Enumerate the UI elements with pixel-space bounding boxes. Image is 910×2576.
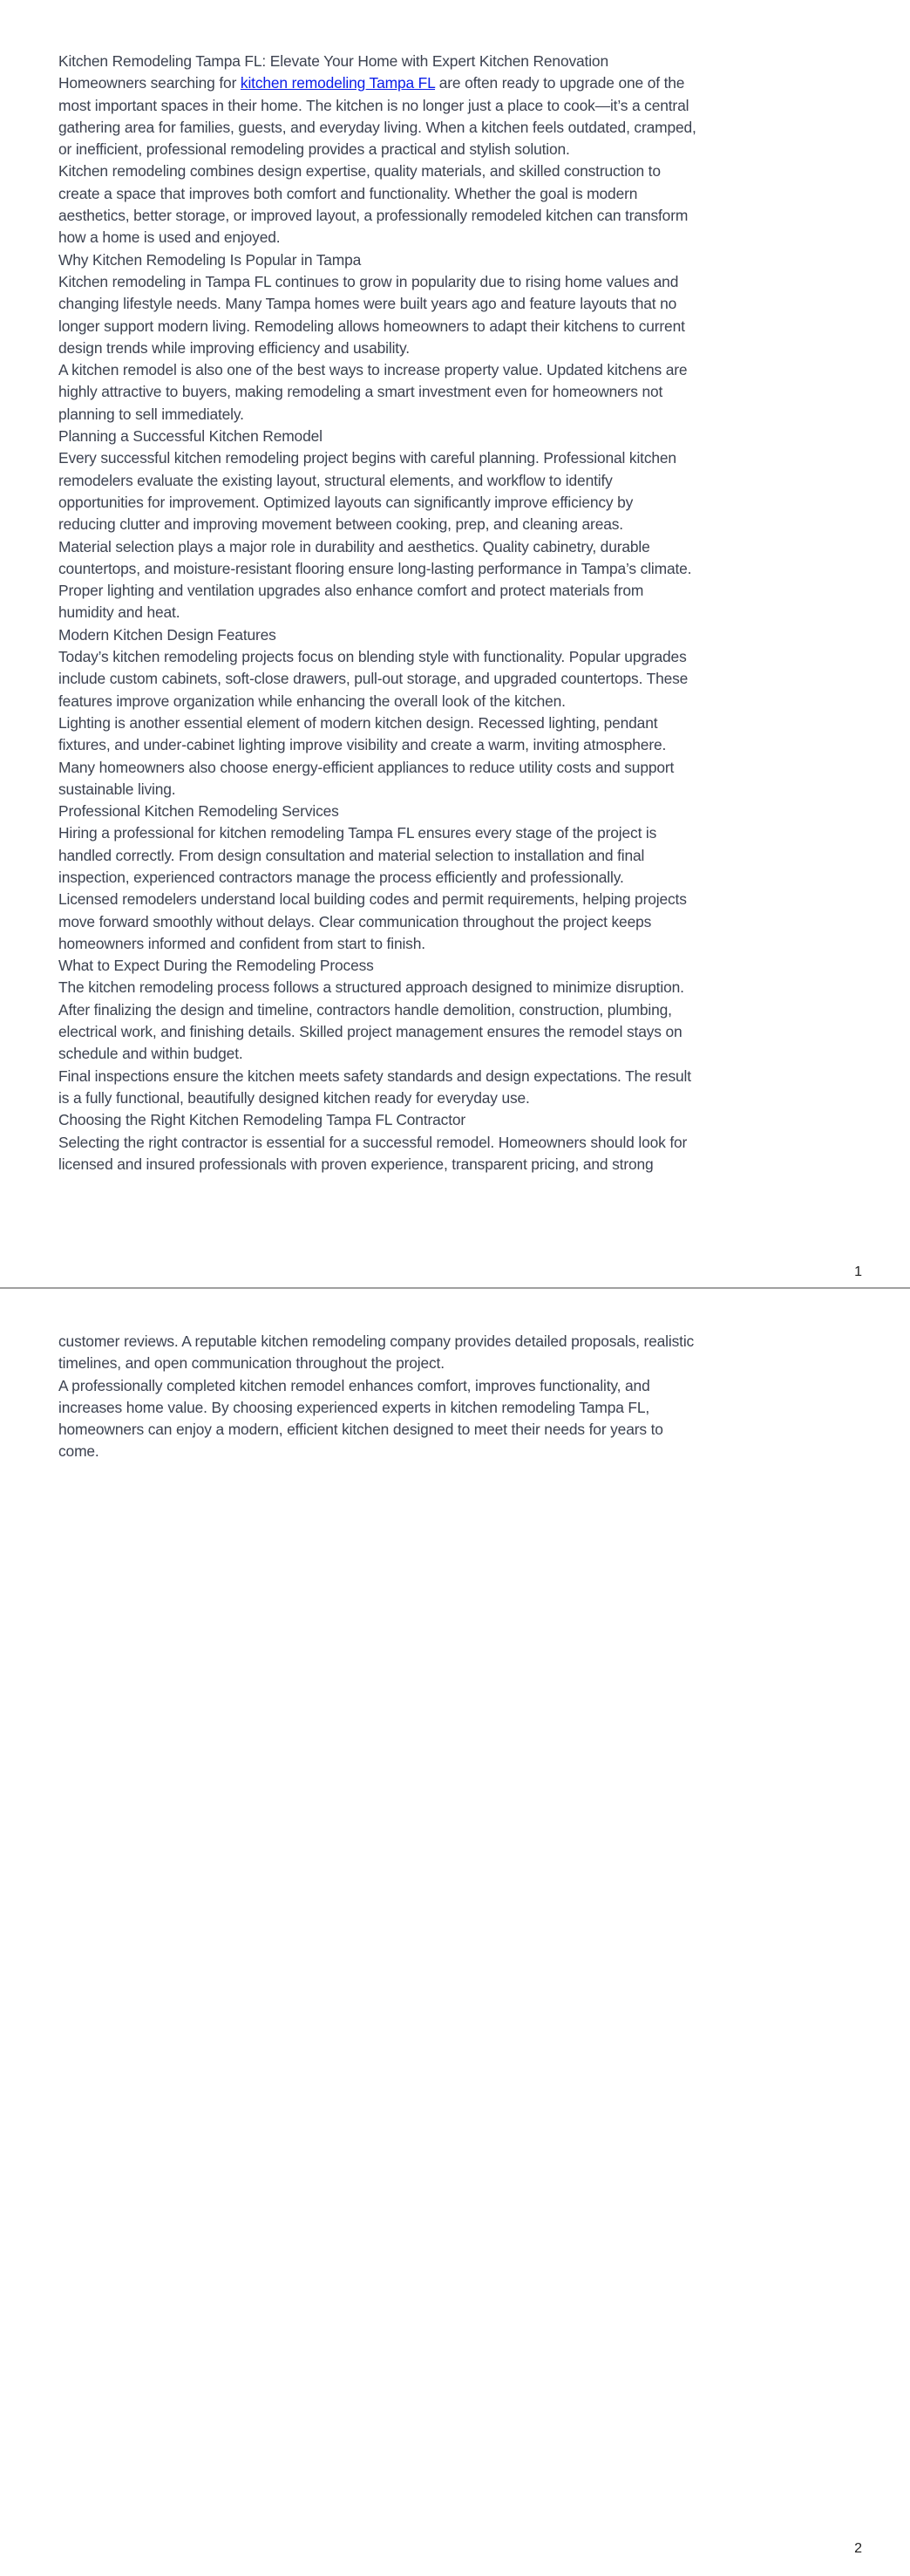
paragraph bbox=[58, 359, 696, 426]
paragraph bbox=[58, 271, 696, 359]
text-line: Every successful kitchen remodeling project begins with careful planning. Professional kitchen bbox=[58, 449, 676, 467]
section-heading bbox=[58, 801, 696, 822]
text-line: Selecting the right contractor is essential for a successful remodel. Homeowners should look for bbox=[58, 1133, 688, 1151]
text-line: highly attractive to buyers, making remodeling a smart investment even for homeowners not bbox=[58, 383, 663, 401]
paragraph bbox=[58, 1132, 696, 1176]
text-segment: Homeowners searching for bbox=[58, 74, 241, 92]
text-line: design trends while improving efficiency and usability. bbox=[58, 338, 410, 357]
section-heading bbox=[58, 624, 696, 646]
page-number: 1 bbox=[854, 1264, 862, 1279]
paragraph bbox=[58, 1331, 694, 1375]
paragraph bbox=[58, 1375, 694, 1463]
page-content bbox=[58, 1331, 694, 1463]
text-line: increases home value. By choosing experienced experts in kitchen remodeling Tampa FL, bbox=[58, 1398, 650, 1416]
text-line: licensed and insured professionals with proven experience, transparent pricing, and strong bbox=[58, 1155, 654, 1173]
section-heading bbox=[58, 426, 696, 447]
text-line: come. bbox=[58, 1442, 99, 1461]
page-content bbox=[58, 51, 696, 1176]
text-line: Modern Kitchen Design Features bbox=[58, 625, 276, 644]
text-line: sustainable living. bbox=[58, 780, 176, 798]
text-segment: are often ready to upgrade one of the bbox=[435, 74, 685, 92]
paragraph bbox=[58, 822, 696, 889]
text-line: or inefficient, professional remodeling provides a practical and stylish solution. bbox=[58, 140, 570, 159]
paragraph bbox=[58, 447, 696, 535]
text-line: inspection, experienced contractors manage the process efficiently and professionally. bbox=[58, 868, 624, 886]
section-heading bbox=[58, 955, 696, 977]
text-line: Licensed remodelers understand local building codes and permit requirements, helping projects bbox=[58, 890, 687, 909]
text-line: customer reviews. A reputable kitchen remodeling company provides detailed proposals, realistic bbox=[58, 1332, 695, 1350]
text-line: electrical work, and finishing details. Skilled project management ensures the remodel stays on bbox=[58, 1023, 682, 1041]
text-line: schedule and within budget. bbox=[58, 1045, 243, 1063]
paragraph bbox=[58, 712, 696, 801]
paragraph bbox=[58, 1066, 696, 1110]
text-line: features improve organization while enhancing the overall look of the kitchen. bbox=[58, 692, 566, 710]
text-line: The kitchen remodeling process follows a structured approach designed to minimize disruption. bbox=[58, 978, 684, 997]
text-line: planning to sell immediately. bbox=[58, 405, 244, 423]
paragraph bbox=[58, 977, 696, 1065]
text-line bbox=[58, 72, 696, 94]
paragraph bbox=[58, 72, 696, 160]
text-line: most important spaces in their home. The kitchen is no longer just a place to cook—it’s a central bbox=[58, 96, 689, 114]
paragraph bbox=[58, 889, 696, 955]
text-line: Final inspections ensure the kitchen meets safety standards and design expectations. The result bbox=[58, 1067, 691, 1085]
text-line: include custom cabinets, soft-close drawers, pull-out storage, and upgraded countertops. These bbox=[58, 670, 689, 688]
text-line: Professional Kitchen Remodeling Services bbox=[58, 802, 339, 821]
text-line: opportunities for improvement. Optimized layouts can significantly improve efficiency by bbox=[58, 493, 634, 511]
text-line: move forward smoothly without delays. Clear communication throughout the project keeps bbox=[58, 912, 652, 930]
text-line: aesthetics, better storage, or improved layout, a professionally remodeled kitchen can transform bbox=[58, 207, 689, 225]
text-line: homeowners informed and confident from start to finish. bbox=[58, 934, 425, 952]
text-line: handled correctly. From design consultation and material selection to installation and final bbox=[58, 846, 645, 864]
text-line: timelines, and open communication throughout the project. bbox=[58, 1354, 445, 1373]
text-line: humidity and heat. bbox=[58, 603, 180, 622]
paragraph bbox=[58, 536, 696, 624]
text-line: Hiring a professional for kitchen remodeling Tampa FL ensures every stage of the project is bbox=[58, 824, 657, 842]
text-line: fixtures, and under-cabinet lighting improve visibility and create a warm, inviting atmosphere. bbox=[58, 736, 667, 754]
text-line: Lighting is another essential element of modern kitchen design. Recessed lighting, pendant bbox=[58, 713, 658, 732]
page-number: 2 bbox=[854, 2541, 862, 2556]
text-line: Kitchen Remodeling Tampa FL: Elevate Your Home with Expert Kitchen Renovation bbox=[58, 52, 608, 70]
text-line: create a space that improves both comfort and functionality. Whether the goal is modern bbox=[58, 184, 638, 202]
text-line: A kitchen remodel is also one of the best ways to increase property value. Updated kitchens are bbox=[58, 361, 688, 379]
page-divider bbox=[0, 1287, 910, 1289]
text-line: Material selection plays a major role in durability and aesthetics. Quality cabinetry, durable bbox=[58, 537, 650, 555]
text-line: how a home is used and enjoyed. bbox=[58, 228, 281, 247]
document-page-2 bbox=[0, 1290, 910, 2576]
text-line: remodelers evaluate the existing layout, structural elements, and workflow to identify bbox=[58, 471, 613, 489]
text-line: Why Kitchen Remodeling Is Popular in Tampa bbox=[58, 250, 362, 269]
text-line: longer support modern living. Remodeling allows homeowners to adapt their kitchens to current bbox=[58, 317, 685, 335]
text-line: Many homeowners also choose energy-efficient appliances to reduce utility costs and support bbox=[58, 758, 675, 776]
text-line: Today’s kitchen remodeling projects focus on blending style with functionality. Popular upgrades bbox=[58, 648, 687, 666]
paragraph bbox=[58, 160, 696, 249]
text-line: After finalizing the design and timeline, contractors handle demolition, construction, plumbing, bbox=[58, 1000, 672, 1019]
text-line: What to Expect During the Remodeling Process bbox=[58, 957, 374, 975]
text-line: homeowners can enjoy a modern, efficient kitchen designed to meet their needs for years to bbox=[58, 1421, 663, 1439]
text-line: countertops, and moisture-resistant flooring ensure long-lasting performance in Tampa’s climate. bbox=[58, 559, 692, 577]
text-line: is a fully functional, beautifully designed kitchen ready for everyday use. bbox=[58, 1088, 530, 1107]
section-heading bbox=[58, 51, 696, 72]
text-line: reducing clutter and improving movement between cooking, prep, and cleaning areas. bbox=[58, 515, 623, 534]
text-line: A professionally completed kitchen remodel enhances comfort, improves functionality, and bbox=[58, 1376, 650, 1394]
section-heading bbox=[58, 1109, 696, 1131]
text-line: gathering area for families, guests, and everyday living. When a kitchen feels outdated, cramped, bbox=[58, 118, 696, 136]
section-heading bbox=[58, 249, 696, 271]
paragraph bbox=[58, 646, 696, 712]
text-line: Choosing the Right Kitchen Remodeling Tampa FL Contractor bbox=[58, 1111, 466, 1129]
keyword-link[interactable]: kitchen remodeling Tampa FL bbox=[240, 74, 436, 92]
text-line: Kitchen remodeling combines design expertise, quality materials, and skilled construction to bbox=[58, 162, 661, 181]
text-line: Proper lighting and ventilation upgrades also enhance comfort and protect materials from bbox=[58, 582, 644, 600]
text-line: Kitchen remodeling in Tampa FL continues to grow in popularity due to rising home values and bbox=[58, 272, 679, 290]
text-line: changing lifestyle needs. Many Tampa homes were built years ago and feature layouts that no bbox=[58, 295, 677, 313]
text-line: Planning a Successful Kitchen Remodel bbox=[58, 427, 323, 446]
